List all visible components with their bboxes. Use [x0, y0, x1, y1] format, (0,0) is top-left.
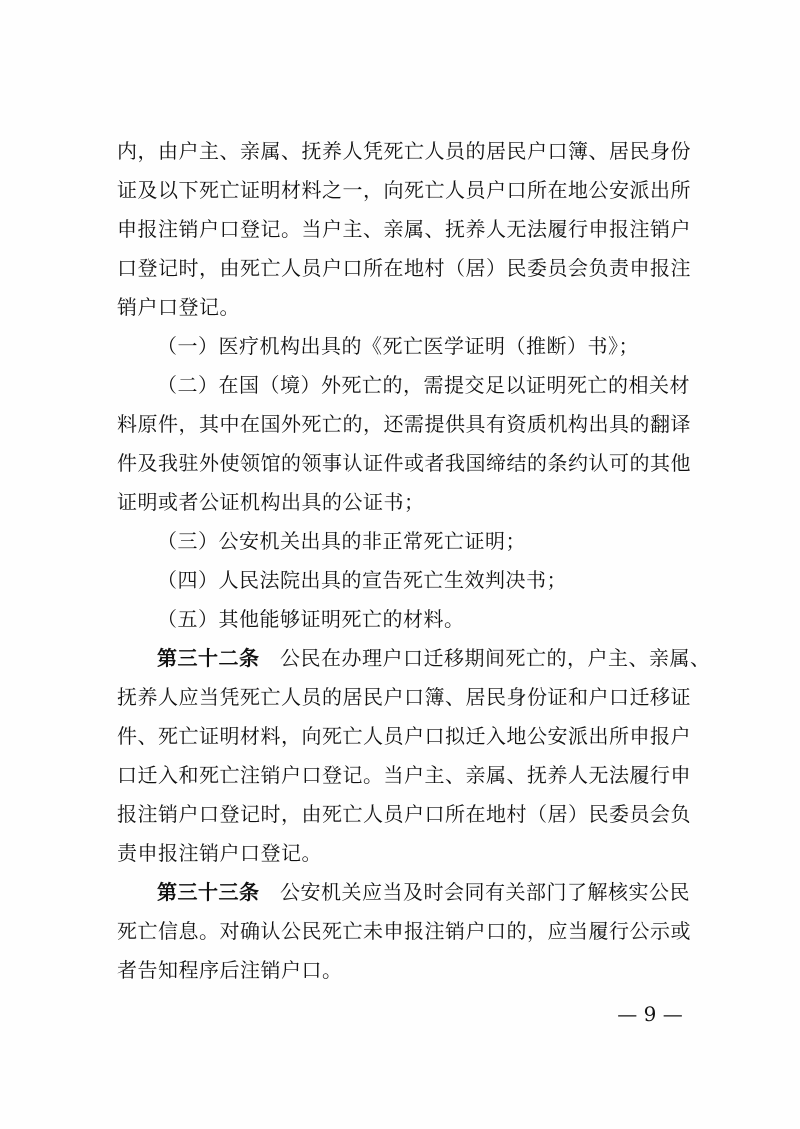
text-line: 销户口登记。	[117, 295, 240, 319]
text-line: 抚养人应当凭死亡人员的居民户口簿、居民身份证和户口迁移证	[117, 685, 691, 709]
article-32-text: 公民在办理户口迁移期间死亡的，户主、亲属、	[280, 646, 711, 670]
article-32-heading: 第三十二条	[157, 646, 260, 670]
article-33-line	[117, 873, 701, 912]
text-line: 报注销户口登记时，由死亡人员户口所在地村（居）民委员会负	[117, 802, 691, 826]
list-item-4: （四）人民法院出具的宣告死亡生效判决书；	[157, 568, 567, 592]
article-33-text: 公安机关应当及时会同有关部门了解核实公民	[280, 880, 690, 904]
text-line: 口登记时，由死亡人员户口所在地村（居）民委员会负责申报注	[117, 256, 691, 280]
text-line: 口迁入和死亡注销户口登记。当户主、亲属、抚养人无法履行申	[117, 763, 691, 787]
list-item-3: （三）公安机关出具的非正常死亡证明；	[157, 529, 526, 553]
text-line: 件、死亡证明材料，向死亡人员户口拟迁入地公安派出所申报户	[117, 724, 691, 748]
list-item-1: （一）医疗机构出具的《死亡医学证明（推断）书》；	[157, 334, 639, 358]
text-line: 者告知程序后注销户口。	[117, 958, 343, 982]
article-32-line	[117, 639, 711, 678]
text-line: 证明或者公证机构出具的公证书；	[117, 490, 425, 514]
text-line: 死亡信息。对确认公民死亡未申报注销户口的，应当履行公示或	[117, 919, 691, 943]
list-item-5: （五）其他能够证明死亡的材料。	[157, 607, 465, 631]
list-item-2: （二）在国（境）外死亡的，需提交足以证明死亡的相关材	[157, 373, 690, 397]
article-33-heading: 第三十三条	[157, 880, 260, 904]
text-line: 责申报注销户口登记。	[117, 841, 322, 865]
page-number: — 9 —	[617, 1002, 683, 1026]
text-line: 内，由户主、亲属、抚养人凭死亡人员的居民户口簿、居民身份	[117, 139, 691, 163]
text-line: 证及以下死亡证明材料之一，向死亡人员户口所在地公安派出所	[117, 178, 691, 202]
document-body	[117, 132, 711, 990]
text-line: 料原件，其中在国外死亡的，还需提供具有资质机构出具的翻译	[117, 412, 691, 436]
text-line: 申报注销户口登记。当户主、亲属、抚养人无法履行申报注销户	[117, 217, 691, 241]
text-line: 件及我驻外使领馆的领事认证件或者我国缔结的条约认可的其他	[117, 451, 691, 475]
